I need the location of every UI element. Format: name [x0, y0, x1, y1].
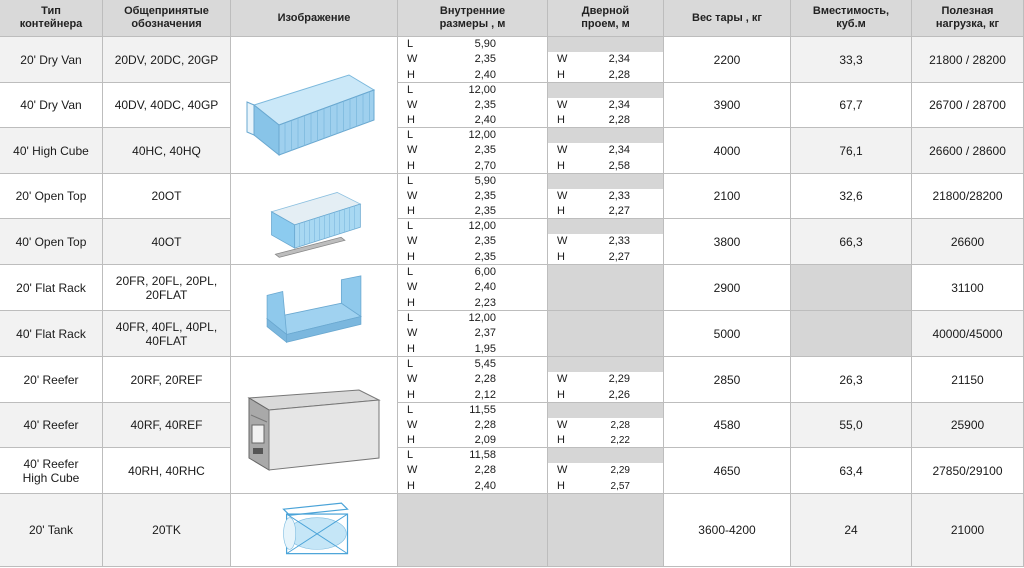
- row-type: 20' Dry Van: [0, 37, 103, 83]
- door-letter: W: [557, 144, 568, 157]
- door-value: 2,57: [610, 480, 630, 492]
- door-letter: H: [557, 205, 565, 217]
- dim-h: [398, 479, 546, 494]
- dim-letter: H: [407, 114, 415, 126]
- dim-w: [398, 326, 546, 341]
- row-type: 40' Dry Van: [0, 83, 103, 128]
- door-w: [548, 52, 662, 67]
- capacity: 66,3: [791, 219, 912, 265]
- door-letter: H: [557, 159, 565, 172]
- inner-dimensions: [398, 448, 548, 494]
- dim-h: [398, 159, 546, 174]
- dim-value: 2,35: [474, 53, 496, 66]
- dim-letter: H: [407, 205, 415, 217]
- dim-value: 2,40: [474, 114, 496, 126]
- inner-dimensions: [398, 37, 548, 83]
- dim-h: [398, 388, 546, 403]
- dim-h: [398, 204, 546, 219]
- open-top-container-illustration: [231, 174, 398, 265]
- payload: 21150: [912, 357, 1024, 403]
- dim-letter: H: [407, 479, 415, 492]
- dim-letter: W: [407, 327, 418, 340]
- row-codes: 40DV, 40DC, 40GP: [103, 83, 231, 128]
- dim-value: 2,09: [474, 434, 496, 446]
- door-opening: [548, 357, 664, 403]
- inner-dimensions: [398, 403, 548, 448]
- door-top-band: [548, 448, 663, 463]
- door-letter: W: [557, 190, 568, 202]
- dry-van-container-illustration: [239, 50, 389, 160]
- row-type: 40' Open Top: [0, 219, 103, 265]
- door-opening: [548, 37, 664, 83]
- dim-w: [398, 52, 546, 67]
- door-letter: W: [557, 373, 568, 386]
- inner-dimensions: [398, 83, 548, 128]
- tare-weight: 2200: [664, 37, 791, 83]
- dim-letter: W: [407, 373, 418, 386]
- dim-letter: H: [407, 159, 415, 172]
- dim-l: [398, 174, 546, 189]
- dim-value: 2,40: [474, 68, 496, 81]
- tare-weight: 3600-4200: [664, 494, 791, 567]
- door-opening: [548, 403, 664, 448]
- dim-letter: H: [407, 388, 415, 401]
- header-inner: Внутренние размеры , м: [398, 0, 548, 37]
- row-type: 40' Flat Rack: [0, 311, 103, 357]
- door-opening: [548, 311, 664, 357]
- payload: 25900: [912, 403, 1024, 448]
- tare-weight: 2100: [664, 174, 791, 219]
- row-codes: 40OT: [103, 219, 231, 265]
- flat-rack-container-illustration: [239, 268, 389, 354]
- header-capacity: Вместимость, куб.м: [791, 0, 912, 37]
- door-letter: H: [557, 388, 565, 401]
- dry-van-container-illustration: [231, 37, 398, 174]
- flat-rack-container-illustration: [231, 265, 398, 357]
- door-value: 2,27: [608, 250, 630, 263]
- row-type: 20' Reefer: [0, 357, 103, 403]
- door-opening: [548, 128, 664, 174]
- row-codes: 40FR, 40FL, 40PL, 40FLAT: [103, 311, 231, 357]
- dim-value: 2,35: [474, 235, 496, 248]
- door-value: 2,58: [608, 159, 630, 172]
- dim-h: [398, 433, 546, 448]
- door-value: 2,27: [608, 205, 630, 217]
- door-value: 2,29: [610, 465, 630, 477]
- row-type: 20' Tank: [0, 494, 103, 567]
- payload: 31100: [912, 265, 1024, 311]
- row-codes: 20RF, 20REF: [103, 357, 231, 403]
- door-h: [548, 388, 662, 403]
- dim-l: [398, 403, 546, 418]
- dim-h: [398, 113, 546, 128]
- door-value: 2,26: [608, 388, 630, 401]
- door-opening: [548, 174, 664, 219]
- dim-l: [398, 357, 546, 372]
- door-top-band: [548, 37, 663, 52]
- dim-letter: L: [407, 358, 414, 370]
- payload: 21800 / 28200: [912, 37, 1024, 83]
- header-type: Тип контейнера: [0, 0, 103, 37]
- door-letter: H: [557, 68, 565, 81]
- dim-value: 1,95: [474, 342, 496, 355]
- dim-l: [398, 311, 546, 326]
- reefer-container-illustration: [239, 370, 389, 480]
- dim-letter: L: [407, 38, 414, 50]
- capacity: 55,0: [791, 403, 912, 448]
- inner-dimensions: [398, 265, 548, 311]
- door-value: 2,22: [610, 435, 630, 446]
- dim-letter: W: [407, 190, 418, 202]
- row-codes: 20TK: [103, 494, 231, 567]
- dim-w: [398, 418, 546, 433]
- tare-weight: 2900: [664, 265, 791, 311]
- capacity: 32,6: [791, 174, 912, 219]
- header-image: Изображение: [231, 0, 398, 37]
- tare-weight: 4650: [664, 448, 791, 494]
- payload: 27850/29100: [912, 448, 1024, 494]
- dim-letter: W: [407, 53, 418, 66]
- door-w: [548, 98, 662, 113]
- dim-letter: L: [407, 312, 414, 324]
- dim-value: 11,58: [469, 449, 496, 461]
- tare-weight: 3900: [664, 83, 791, 128]
- dim-w: [398, 234, 546, 249]
- door-opening: [548, 494, 664, 567]
- payload: 26700 / 28700: [912, 83, 1024, 128]
- header-tare: Вес тары , кг: [664, 0, 791, 37]
- tare-weight: 2850: [664, 357, 791, 403]
- door-h: [548, 113, 662, 128]
- door-w: [548, 463, 662, 478]
- dim-h: [398, 296, 546, 311]
- door-value: 2,34: [608, 144, 630, 157]
- tank-container-illustration: [239, 497, 389, 564]
- door-letter: H: [557, 479, 565, 492]
- door-top-band: [548, 83, 663, 98]
- header-codes: Общепринятые обозначения: [103, 0, 231, 37]
- door-letter: H: [557, 434, 565, 446]
- dim-value: 12,00: [468, 129, 496, 141]
- dim-value: 2,23: [474, 296, 496, 309]
- dim-value: 12,00: [468, 84, 496, 96]
- door-h: [548, 204, 662, 219]
- header-payload: Полезная нагрузка, кг: [912, 0, 1024, 37]
- door-top-band: [548, 357, 663, 372]
- dim-letter: L: [407, 129, 414, 141]
- capacity: 24: [791, 494, 912, 567]
- dim-value: 12,00: [468, 220, 496, 232]
- door-h: [548, 250, 662, 265]
- dim-value: 2,35: [474, 190, 496, 202]
- dim-value: 2,28: [474, 373, 496, 386]
- door-w: [548, 234, 662, 249]
- open-top-container-illustration: [239, 177, 389, 262]
- dim-value: 2,28: [474, 464, 496, 477]
- door-letter: W: [557, 464, 568, 477]
- door-w: [548, 143, 662, 158]
- door-value: 2,33: [608, 190, 630, 202]
- dim-w: [398, 372, 546, 387]
- door-value: 2,29: [608, 373, 630, 386]
- dim-w: [398, 189, 546, 204]
- dim-value: 6,00: [474, 266, 496, 278]
- row-type: 40' Reefer: [0, 403, 103, 448]
- door-value: 2,28: [608, 114, 630, 126]
- capacity: 76,1: [791, 128, 912, 174]
- dim-letter: L: [407, 404, 414, 416]
- dim-letter: W: [407, 99, 418, 111]
- tare-weight: 4000: [664, 128, 791, 174]
- door-opening: [548, 265, 664, 311]
- door-opening: [548, 83, 664, 128]
- row-codes: 40HC, 40HQ: [103, 128, 231, 174]
- door-h: [548, 433, 662, 448]
- door-opening: [548, 448, 664, 494]
- dim-l: [398, 37, 546, 52]
- payload: 21000: [912, 494, 1024, 567]
- door-top-band: [548, 128, 663, 143]
- dim-letter: H: [407, 296, 415, 309]
- capacity: 26,3: [791, 357, 912, 403]
- dim-letter: L: [407, 220, 414, 232]
- door-opening: [548, 219, 664, 265]
- payload: 21800/28200: [912, 174, 1024, 219]
- dim-value: 2,28: [474, 419, 496, 431]
- dim-letter: H: [407, 250, 415, 263]
- reefer-container-illustration: [231, 357, 398, 494]
- dim-w: [398, 280, 546, 295]
- payload: 40000/45000: [912, 311, 1024, 357]
- door-letter: W: [557, 53, 568, 66]
- row-type: 40' High Cube: [0, 128, 103, 174]
- header-door: Дверной проем, м: [548, 0, 664, 37]
- door-top-band: [548, 174, 663, 189]
- row-type: 40' Reefer High Cube: [0, 448, 103, 494]
- door-w: [548, 418, 662, 433]
- dim-value: 2,12: [474, 388, 496, 401]
- dim-value: 5,45: [474, 358, 496, 370]
- inner-dimensions: [398, 357, 548, 403]
- dim-value: 2,35: [474, 205, 496, 217]
- row-codes: 20FR, 20FL, 20PL, 20FLAT: [103, 265, 231, 311]
- door-value: 2,34: [608, 99, 630, 111]
- door-letter: H: [557, 114, 565, 126]
- inner-dimensions: [398, 128, 548, 174]
- dim-letter: L: [407, 84, 414, 96]
- tare-weight: 4580: [664, 403, 791, 448]
- door-h: [548, 479, 662, 494]
- dim-letter: W: [407, 235, 418, 248]
- capacity: [791, 311, 912, 357]
- row-codes: 20DV, 20DC, 20GP: [103, 37, 231, 83]
- dim-l: [398, 448, 546, 463]
- door-value: 2,33: [608, 235, 630, 248]
- dim-value: 2,40: [474, 281, 496, 294]
- dim-h: [398, 68, 546, 83]
- inner-dimensions: [398, 174, 548, 219]
- dim-value: 2,35: [474, 144, 496, 157]
- door-value: 2,28: [608, 68, 630, 81]
- dim-value: 2,40: [474, 479, 496, 492]
- door-letter: H: [557, 250, 565, 263]
- dim-letter: L: [407, 449, 414, 461]
- dim-w: [398, 463, 546, 478]
- dim-value: 11,55: [469, 404, 496, 416]
- dim-letter: L: [407, 175, 414, 187]
- row-codes: 40RF, 40REF: [103, 403, 231, 448]
- door-letter: W: [557, 235, 568, 248]
- dim-value: 5,90: [474, 38, 496, 50]
- dim-l: [398, 219, 546, 234]
- door-top-band: [548, 219, 663, 234]
- door-value: 2,28: [610, 420, 630, 431]
- door-value: 2,34: [608, 53, 630, 66]
- dim-h: [398, 250, 546, 265]
- capacity: 67,7: [791, 83, 912, 128]
- row-codes: 20OT: [103, 174, 231, 219]
- capacity: 33,3: [791, 37, 912, 83]
- payload: 26600: [912, 219, 1024, 265]
- dim-value: 2,37: [474, 327, 496, 340]
- door-w: [548, 189, 662, 204]
- door-letter: W: [557, 99, 568, 111]
- dim-letter: H: [407, 342, 415, 355]
- dim-value: 2,70: [474, 159, 496, 172]
- row-codes: 40RH, 40RHC: [103, 448, 231, 494]
- dim-value: 12,00: [468, 312, 496, 324]
- door-top-band: [548, 403, 663, 418]
- door-h: [548, 159, 662, 174]
- inner-dimensions: [398, 219, 548, 265]
- dim-letter: W: [407, 464, 418, 477]
- inner-dimensions: [398, 311, 548, 357]
- dim-w: [398, 143, 546, 158]
- dim-l: [398, 83, 546, 98]
- door-w: [548, 372, 662, 387]
- door-h: [548, 68, 662, 83]
- dim-value: 2,35: [474, 250, 496, 263]
- dim-h: [398, 342, 546, 357]
- dim-letter: H: [407, 68, 415, 81]
- dim-w: [398, 98, 546, 113]
- dim-l: [398, 128, 546, 143]
- dim-l: [398, 265, 546, 280]
- row-type: 20' Flat Rack: [0, 265, 103, 311]
- capacity: 63,4: [791, 448, 912, 494]
- tare-weight: 5000: [664, 311, 791, 357]
- tare-weight: 3800: [664, 219, 791, 265]
- payload: 26600 / 28600: [912, 128, 1024, 174]
- dim-value: 2,35: [474, 99, 496, 111]
- inner-dimensions: [398, 494, 548, 567]
- tank-container-illustration: [231, 494, 398, 567]
- dim-letter: W: [407, 144, 418, 157]
- row-type: 20' Open Top: [0, 174, 103, 219]
- dim-letter: H: [407, 434, 415, 446]
- capacity: [791, 265, 912, 311]
- door-letter: W: [557, 419, 568, 431]
- dim-letter: W: [407, 281, 418, 294]
- dim-letter: L: [407, 266, 414, 278]
- dim-letter: W: [407, 419, 418, 431]
- dim-value: 5,90: [474, 175, 496, 187]
